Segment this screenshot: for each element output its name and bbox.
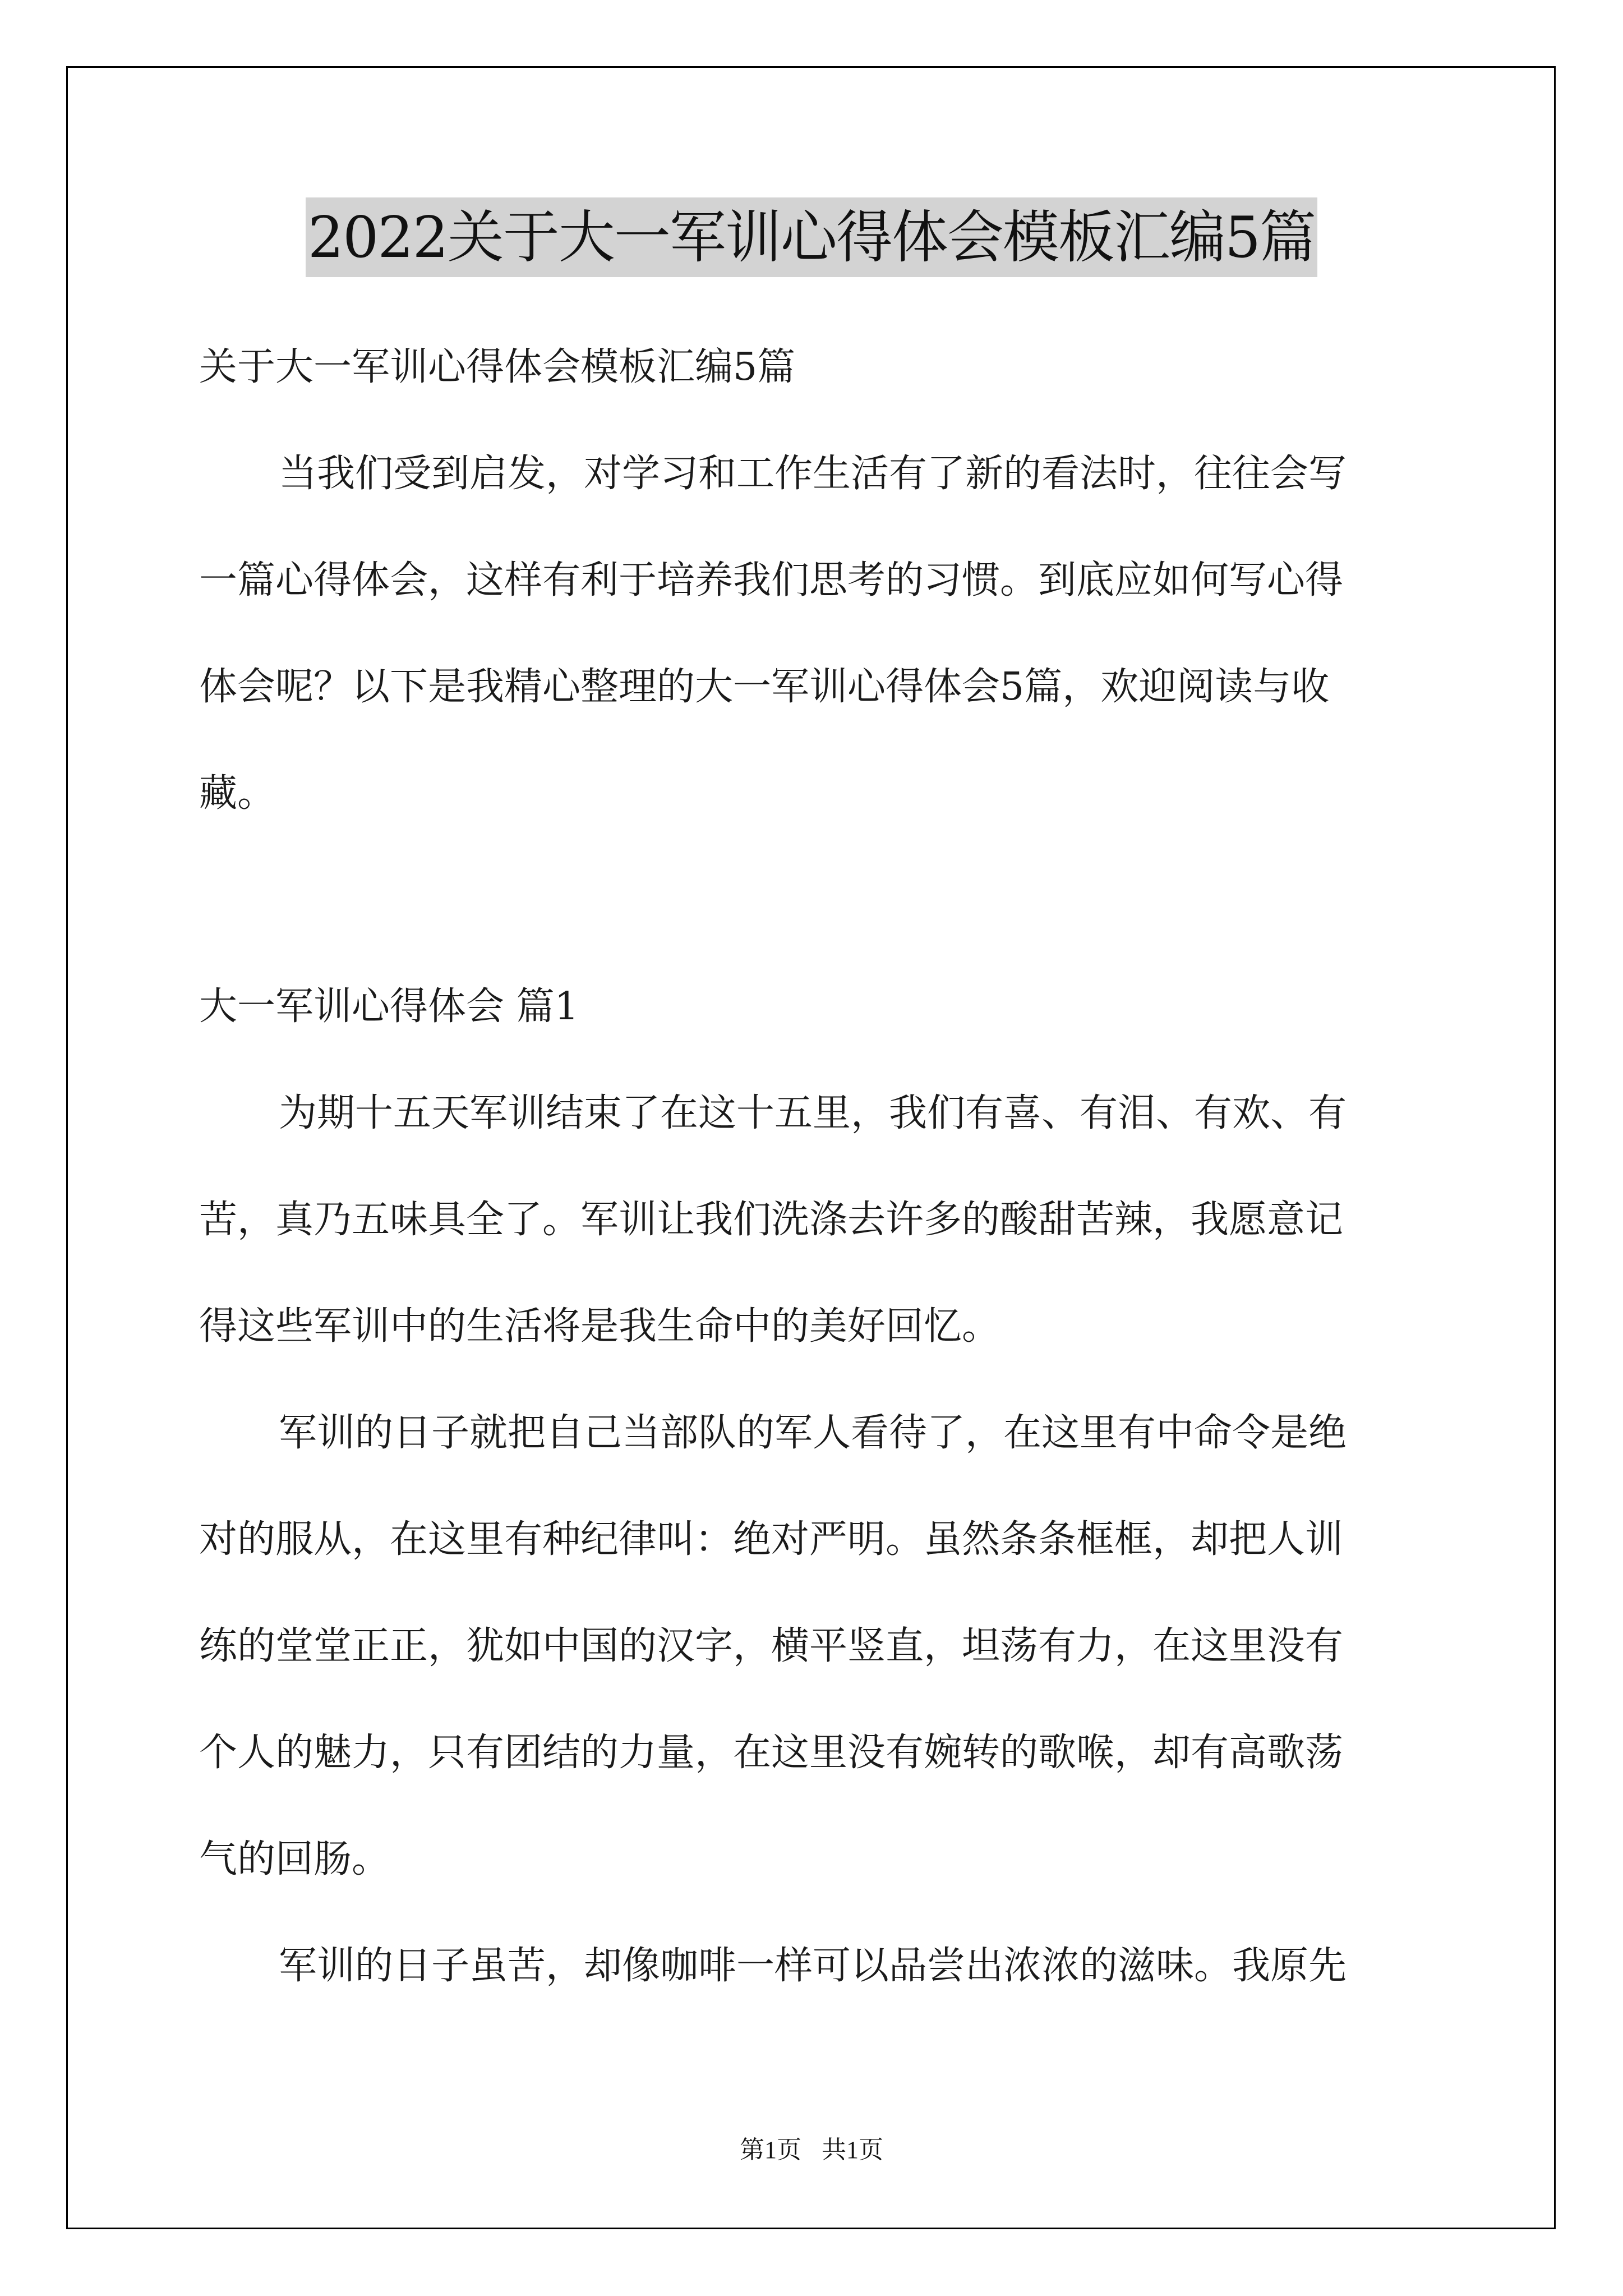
intro-line-2: 一篇心得体会，这样有利于培养我们思考的习惯。到底应如何写心得: [199, 558, 1344, 602]
paragraph2-line-2: 对的服从，在这里有种纪律叫：绝对严明。虽然条条框框，却把人训: [199, 1517, 1344, 1562]
page-total: 共1页: [822, 2136, 883, 2164]
paragraph2-line-5: 气的回肠。: [199, 1837, 390, 1881]
title-container: [0, 197, 1623, 277]
blank-line: [199, 847, 1427, 954]
document-title: 2022关于大一军训心得体会模板汇编5篇: [306, 197, 1317, 277]
section-heading: 大一军训心得体会 篇1: [199, 984, 579, 1029]
paragraph2-line-1: 军训的日子就把自己当部队的军人看待了，在这里有中命令是绝: [279, 1411, 1347, 1455]
paragraph1-line-1: 为期十五天军训结束了在这十五里，我们有喜、有泪、有欢、有: [279, 1091, 1347, 1135]
paragraph2-line-4: 个人的魅力，只有团结的力量，在这里没有婉转的歌喉，却有高歌荡: [199, 1731, 1344, 1775]
intro-line-4: 藏。: [199, 771, 276, 816]
paragraph1-line-3: 得这些军训中的生活将是我生命中的美好回忆。: [199, 1304, 1000, 1349]
page-footer: [0, 2129, 1623, 2165]
document-body: [199, 314, 1427, 2019]
intro-line-1: 当我们受到启发，对学习和工作生活有了新的看法时，往往会写: [279, 452, 1347, 496]
intro-line-3: 体会呢？以下是我精心整理的大一军训心得体会5篇，欢迎阅读与收: [199, 665, 1330, 709]
document-subtitle: 关于大一军训心得体会模板汇编5篇: [199, 345, 796, 389]
paragraph3-line-1: 军训的日子虽苦，却像咖啡一样可以品尝出浓浓的滋味。我原先: [279, 1944, 1347, 1988]
paragraph1-line-2: 苦，真乃五味具全了。军训让我们洗涤去许多的酸甜苦辣，我愿意记: [199, 1198, 1344, 1242]
paragraph2-line-3: 练的堂堂正正，犹如中国的汉字，横平竖直，坦荡有力，在这里没有: [199, 1624, 1344, 1668]
page-number: 第1页: [740, 2136, 801, 2164]
